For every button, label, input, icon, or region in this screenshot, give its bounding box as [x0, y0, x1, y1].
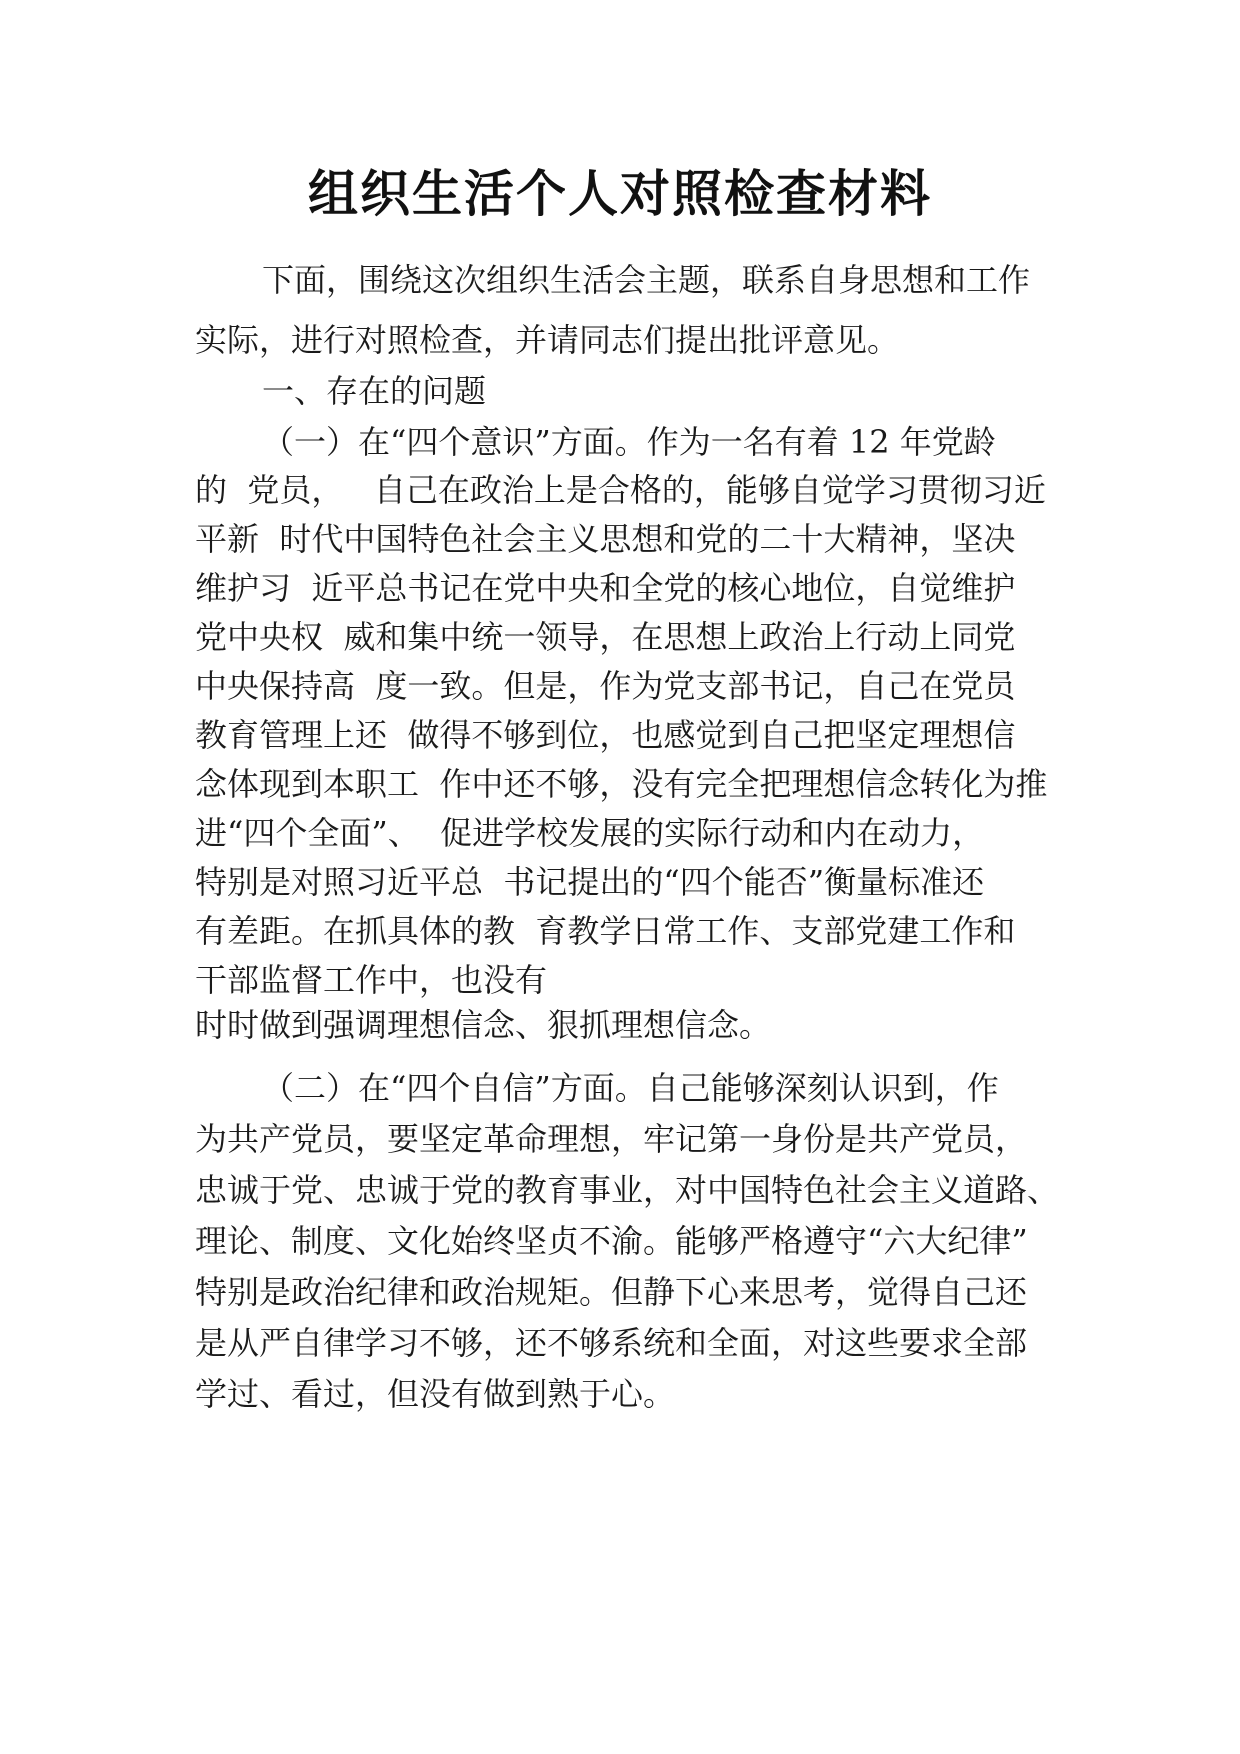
- paragraph-2-line-2: 为共产党员，要坚定革命理想，牢记第一身份是共产党员，: [195, 1120, 1028, 1158]
- paragraph-2-line-5: 特别是政治纪律和政治规矩。但静下心来思考，觉得自己还: [195, 1273, 1028, 1311]
- paragraph-2-line-1: （二）在“四个自信”方面。自己能够深刻认识到，作: [262, 1069, 999, 1107]
- section-heading-problems: 一、存在的问题: [262, 372, 487, 410]
- paragraph-1-line-8: 念体现到本职工 作中还不够，没有完全把理想信念转化为推: [195, 765, 1048, 803]
- paragraph-1-line-2: 的 党员， 自己在政治上是合格的，能够自觉学习贯彻习近: [195, 471, 1046, 509]
- paragraph-1-line-3: 平新 时代中国特色社会主义思想和党的二十大精神，坚决: [195, 520, 1016, 558]
- paragraph-2-line-3: 忠诚于党、忠诚于党的教育事业，对中国特色社会主义道路、: [195, 1171, 1060, 1209]
- paragraph-1-line-10: 特别是对照习近平总 书记提出的“四个能否”衡量标准还: [195, 863, 985, 901]
- paragraph-1-line-1: （一）在“四个意识”方面。作为一名有着 12 年党龄: [262, 423, 996, 461]
- paragraph-2-line-7: 学过、看过，但没有做到熟于心。: [195, 1375, 676, 1413]
- paragraph-1-line-12: 干部监督工作中，也没有: [195, 961, 548, 999]
- paragraph-1-line-11: 有差距。在抓具体的教 育教学日常工作、支部党建工作和: [195, 912, 1016, 950]
- paragraph-1-line-4: 维护习 近平总书记在党中央和全党的核心地位，自觉维护: [195, 569, 1016, 607]
- paragraph-intro-line-2: 实际，进行对照检查，并请同志们提出批评意见。: [195, 321, 900, 359]
- paragraph-1-line-5: 党中央权 威和集中统一领导，在思想上政治上行动上同党: [195, 618, 1016, 656]
- paragraph-1-line-9: 进“四个全面”、 促进学校发展的实际行动和内在动力，: [195, 814, 985, 852]
- paragraph-1-line-13: 时时做到强调理想信念、狠抓理想信念。: [195, 1006, 772, 1044]
- paragraph-2-line-4: 理论、制度、文化始终坚贞不渝。能够严格遵守“六大纪律”: [195, 1222, 1028, 1260]
- paragraph-1-line-6: 中央保持高 度一致。但是，作为党支部书记，自己在党员: [195, 667, 1016, 705]
- paragraph-2-line-6: 是从严自律学习不够，还不够系统和全面，对这些要求全部: [195, 1324, 1028, 1362]
- paragraph-1-line-7: 教育管理上还 做得不够到位，也感觉到自己把坚定理想信: [195, 716, 1016, 754]
- document-title: 组织生活个人对照检查材料: [308, 165, 932, 223]
- paragraph-intro-line-1: 下面，围绕这次组织生活会主题，联系自身思想和工作: [262, 261, 1031, 299]
